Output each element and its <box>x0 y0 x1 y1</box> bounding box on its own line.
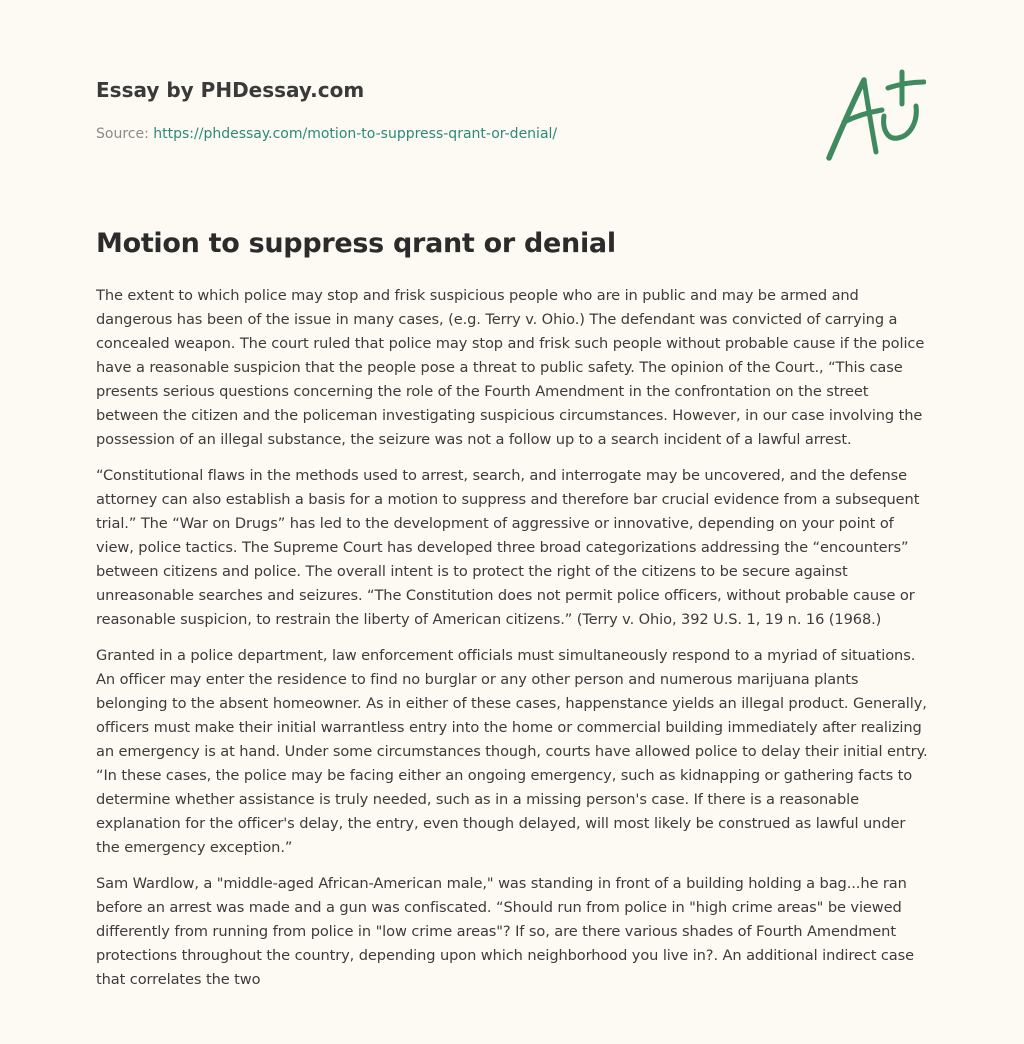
essay-paragraph: “Constitutional flaws in the methods used to arrest, search, and interrogate may be uncovered, and the defense attorney can also establish a basis for a motion to suppress and therefore bar crucial evidence from a subsequent trial.” The “War on Drugs” has led to the development of aggressive or innovative, depending on your point of view, police tactics. The Supreme Court has developed three broad categorizations addressing the “encounters” between citizens and police. The overall intent is to protect the right of the citizens to be secure against unreasonable searches and seizures. “The Constitution does not permit police officers, without probable cause or reasonable suspicion, to restrain the liberty of American citizens.” (Terry v. Ohio, 392 U.S. 1, 19 n. 16 (1968.) <box>96 467 920 628</box>
essay-title: Motion to suppress qrant or denial <box>96 228 616 259</box>
essay-body <box>96 284 930 1004</box>
essay-paragraph: Granted in a police department, law enforcement officials must simultaneously respond to a myriad of situations. An officer may enter the residence to find no burglar or any other person and numerous marijuana plants belonging to the absent homeowner. As in either of these cases, happenstance yields an illegal product. Generally, officers must make their initial warrantless entry into the home or commercial building immediately after realizing an emergency is at hand. Under some circumstances though, courts have allowed police to delay their initial entry. “In these cases, the police may be facing either an ongoing emergency, such as kidnapping or gathering facts to determine whether assistance is truly needed, such as in a missing person's case. If there is a reasonable explanation for the officer's delay, the entry, even though delayed, will most likely be construed as lawful under the emergency exception.” <box>96 647 928 856</box>
a-plus-logo-icon <box>822 66 926 166</box>
essay-paragraph: The extent to which police may stop and frisk suspicious people who are in public and may be armed and dangerous has been of the issue in many cases, (e.g. Terry v. Ohio.) The defendant was convicted of carrying a concealed weapon. The court ruled that police may stop and frisk such people without probable cause if the police have a reasonable suspicion that the people pose a threat to public safety. The opinion of the Court., “This case presents serious questions concerning the role of the Fourth Amendment in the confrontation on the street between the citizen and the policeman investigating suspicious circumstances. However, in our case involving the possession of an illegal substance, the seizure was not a follow up to a search incident of a lawful arrest. <box>96 287 925 448</box>
source-link[interactable]: https://phdessay.com/motion-to-suppress-qrant-or-denial/ <box>153 126 558 142</box>
page-header <box>96 76 796 144</box>
source-label: Source: <box>96 126 149 142</box>
site-brand: Essay by PHDessay.com <box>96 78 365 102</box>
essay-paragraph: Sam Wardlow, a "middle-aged African-American male," was standing in front of a building holding a bag...he ran before an arrest was made and a gun was confiscated. “Should run from police in "high crime areas" be viewed differently from running from police in "low crime areas"? If so, are there various shades of Fourth Amendment protections throughout the country, depending upon which neighborhood you live in?. An additional indirect case that correlates the two <box>96 875 915 988</box>
source-line <box>96 124 796 144</box>
